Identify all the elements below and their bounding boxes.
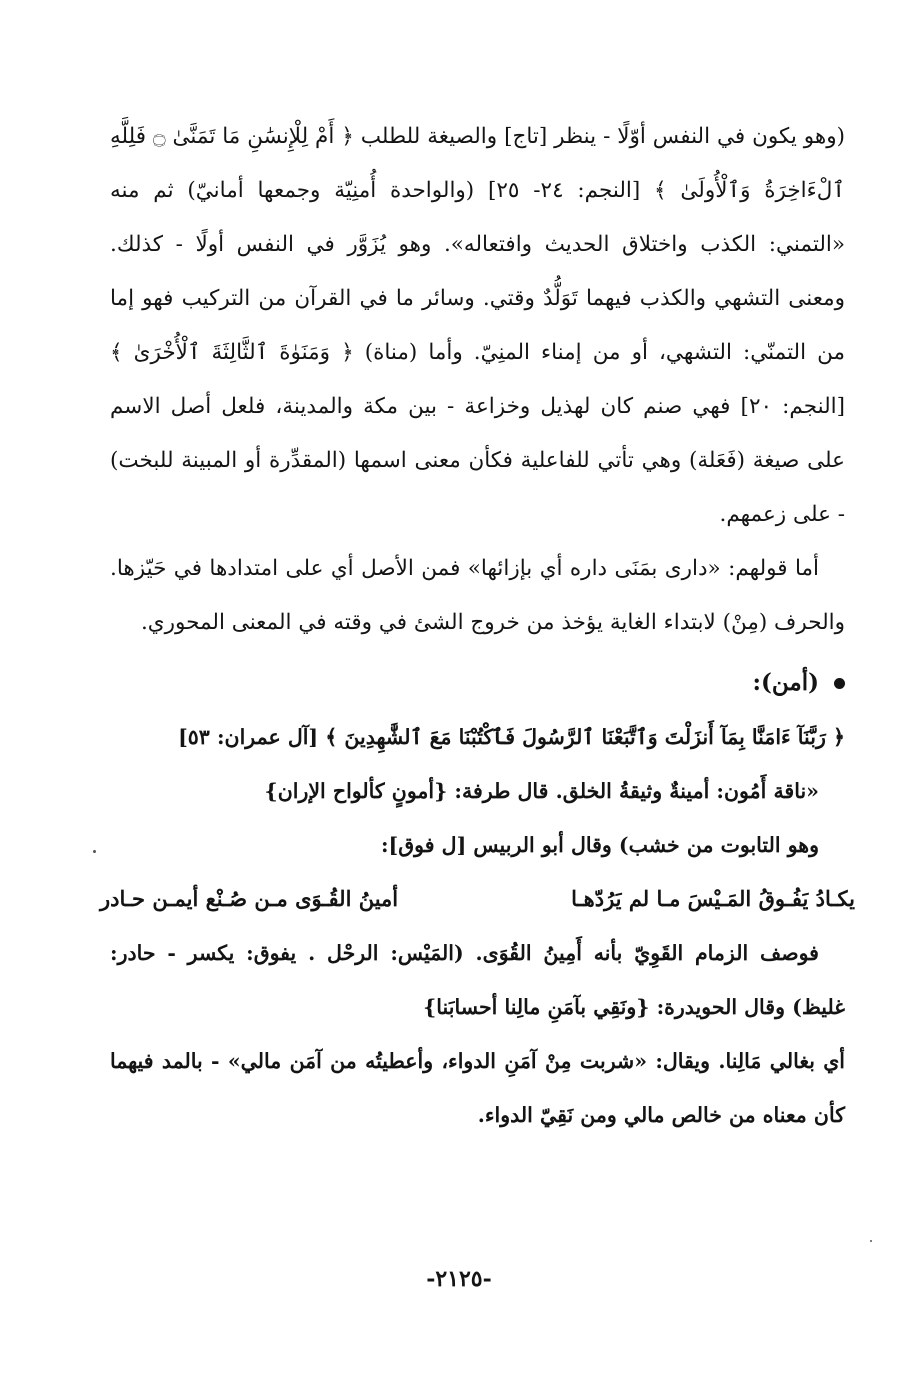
poem-introduction: وهو التابوت من خشب) وقال أبو الربيس [ل فوق]: xyxy=(380,833,819,857)
paragraph-tamanni: (وهو يكون في النفس أوّلًا - ينظر [تاج] والصيغة للطلب ﴿ أَمْ لِلْإِنسَٰنِ مَا تَمَنَّىٰ ۝ فَلِلَّهِ ٱلْءَاخِرَةُ وَٱلْأُولَىٰ ﴾ [النجم: ٢٤- ٢٥] (والواحدة أُمنِيّة وجمعها أمانيّ) ثم منه «التمني: الكذب واختلاق الحديث وافتعاله». وهو يُزَوَّر في النفس أولًا - كذلك. ومعنى التشهي والكذب فيهما تَوَلُّدٌ وقتي. وسائر ما في القرآن من التركيب فهو إما من التمنّي: التشهي، أو من إمناء المنِيّ. وأما (مناة) ﴿ وَمَنَوٰةَ ٱلثَّالِثَةَ ٱلْأُخْرَىٰ ﴾ [النجم: ٢٠] فهي صنم كان لهذيل وخزاعة - بين مكة والمدينة، فلعل أصل الاسم على صيغة (فَعَلة) وهي تأتي للفاعلية فكأن معنى اسمها (المقدِّرة أو المبينة للبخت) - على زعمهم. xyxy=(110,124,845,527)
bullet-icon xyxy=(834,678,845,689)
page-number: -٢١٢٥- xyxy=(426,1266,492,1292)
poem-verse xyxy=(100,872,855,926)
scan-speck xyxy=(870,1240,872,1242)
paragraph-zimam: فوصف الزمام القَوِيّ بأنه أَمِينُ القُوَى. (المَيْس: الرحْل . يفوق: يكسر - حادر: غليظ) وقال الحويدرة: {ونَقِي بآمَنِ مالِنا أحسابَنا} xyxy=(110,941,845,1019)
page-body xyxy=(100,110,855,1142)
poem-hemistich-first: يكـادُ يَفُـوقُ المَـيْسَ مـا لم يَرُدّهـا xyxy=(571,886,855,911)
quran-verse-quote: ﴿ رَبَّنَآ ءَامَنَّا بِمَآ أَنزَلْتَ وَٱتَّبَعْنَا ٱلرَّسُولَ فَٱكْتُبْنَا مَعَ ٱلشَّٰهِدِينَ ﴾ [آل عمران: ٥٣] xyxy=(178,725,845,749)
paragraph-mana: أما قولهم: «دارى بمَنَى داره أي بإزائها» فمن الأصل أي على امتدادها في حَيّزها. والحرف (مِنْ) لابتداء الغاية يؤخذ من خروج الشئ في وقته في المعنى المحوري. xyxy=(110,556,845,635)
poem-hemistich-second: أمينُ القُـوَى مـن صُـنْع أيمـن حـادر xyxy=(100,886,399,911)
definition-amun: «ناقة أَمُون: أمينةٌ وثيقةُ الخلق. قال طرفة: {أمونٍ كألواح الإران} xyxy=(264,779,819,803)
section-heading-text: (أمن): xyxy=(752,669,819,696)
scan-speck xyxy=(93,850,96,853)
paragraph-amin-dawa: أي بغالي مَالِنا. ويقال: «شربت مِنْ آمَنِ الدواء، وأعطيتُه من آمَن مالي» - بالمد فيهما كأن معناه من خالص مالي ومن نَقِيّ الدواء. xyxy=(110,1049,845,1127)
section-heading-amn xyxy=(110,656,845,710)
